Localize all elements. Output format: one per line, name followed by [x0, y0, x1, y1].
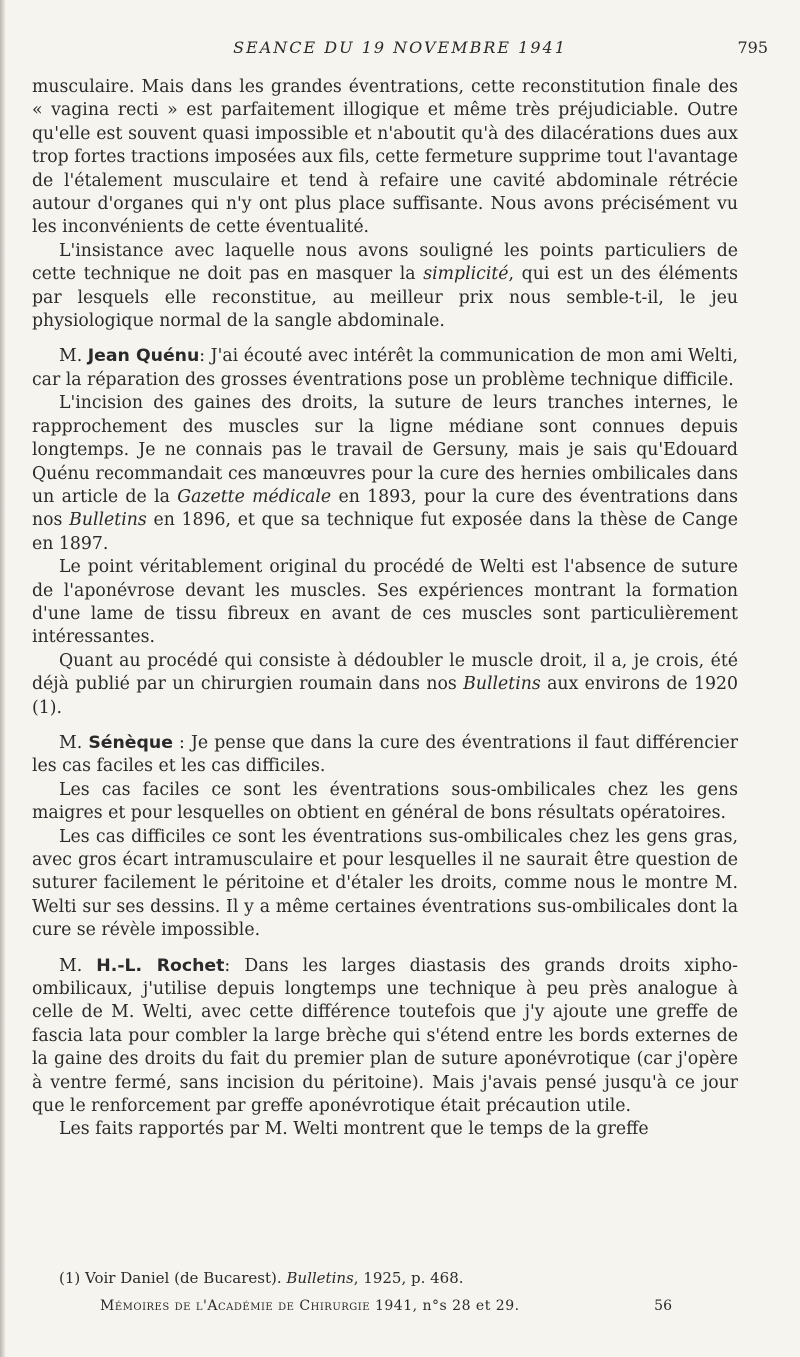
- text-run: : Dans les larges diastasis des grands droits xipho-ombilicaux, j'utilise depuis longtemps une technique à peu près analogue à celle de M. Welti, avec cette différence toutefois que j'y ajoute une greffe de fascia lata pour combler la large brèche qui s'étend entre les bords externes de la gaine des droits du fait du premier plan de suture aponévrotique (car j'opère à ventre fermé, sans incision du péritoine). Mais j'avais pensé jusqu'à ce jour que le renforcement par greffe aponévrotique était précaution utile.: [32, 955, 738, 1117]
- text-run: , 1925, p. 468.: [353, 1269, 464, 1287]
- text-run: Quant au procédé qui consiste à dédoubler le muscle droit, il a, je crois, été déjà publié par un chirurgien roumain dans nos: [32, 650, 738, 695]
- speaker-name: H.-L. Rochet: [96, 955, 225, 976]
- footer-signature-number: 56: [654, 1298, 672, 1314]
- speaker-paragraph: [32, 345, 738, 392]
- body-text: [32, 76, 738, 1142]
- text-run: (1) Voir Daniel (de Bucarest).: [59, 1269, 287, 1287]
- page-number: 795: [737, 38, 768, 57]
- text-run: , qui est un des éléments par lesquels elle reconstitue, au meilleur prix nous semble-t-il, le jeu physiologique normal de la sangle abdominale.: [32, 264, 738, 332]
- paragraph: Le point véritablement original du procédé de Welti est l'absence de suture de l'aponévrose devant les muscles. Ses expériences montrant la formation d'une lame de tissu fibreux en avant de ces muscles sont particulièrement intéressantes.: [32, 557, 738, 648]
- speaker-name: Sénèque: [88, 732, 173, 753]
- emphasis: simplicité: [423, 264, 509, 285]
- running-footer: [100, 1298, 672, 1320]
- footnote: [59, 1269, 464, 1287]
- text-run: en 1893, pour la cure des éventrations dans nos: [32, 486, 738, 531]
- speaker-name: Jean Quénu: [87, 346, 200, 367]
- text-run: : Je pense que dans la cure des éventrations il faut différencier les cas faciles et les cas difficiles.: [32, 732, 738, 777]
- text-run: en 1896, et que sa technique fut exposée dans la thèse de Cange en 1897.: [32, 510, 738, 554]
- text-run: L'insistance avec laquelle nous avons souligné les points particuliers de cette technique ne doit pas en masquer la: [32, 240, 738, 285]
- journal-title: Bulletins: [463, 674, 541, 695]
- text-run: L'incision des gaines des droits, la suture de leurs tranches internes, le rapprochement des muscles sur la ligne médiane sont connues depuis longtemps. Je ne connais pas le travail de Gersuny, mais je sais qu'Edouard Quénu recommandait ces manœuvres pour la cure des hernies ombilicales dans un article de la: [32, 393, 738, 507]
- text-run: : J'ai écouté avec intérêt la communication de mon ami Welti, car la réparation des grosses éventrations pose un problème technique difficile.: [32, 346, 738, 390]
- paragraph: musculaire. Mais dans les grandes éventrations, cette reconstitution finale des « vagina recti » est parfaitement illogique et même très préjudiciable. Outre qu'elle est souvent quasi impossible et n'aboutit qu'à des dilacérations dues aux trop fortes tractions imposées aux fils, cette fermeture supprime tout l'avantage de l'étalement musculaire et tend à refaire une cavité abdominale rétrécie autour d'organes qui n'y ont plus place suffisante. Nous avons précisément vu les inconvénients de cette éventualité.: [32, 77, 738, 238]
- speaker-paragraph: [32, 732, 738, 779]
- paragraph: Les cas difficiles ce sont les éventrations sus-ombilicales chez les gens gras, avec gros écart intramusculaire et pour lesquelles il ne saurait être question de suturer facilement le péritoine et d'étaler les droits, comme nous le montre M. Welti sur ses dessins. Il y a même certaines éventrations sus-ombilicales dont la cure se révèle impossible.: [32, 826, 738, 941]
- paragraph: [32, 392, 738, 556]
- paragraph: Les cas faciles ce sont les éventrations sous-ombilicales chez les gens maigres et pour lesquelles on obtient en général de bons résultats opératoires.: [32, 779, 738, 824]
- journal-title: Gazette médicale: [177, 486, 332, 507]
- journal-title: Bulletins: [286, 1269, 354, 1287]
- journal-title: Bulletins: [69, 510, 147, 531]
- text-run: 1941, n°s 28 et 29.: [374, 1298, 520, 1314]
- footer-journal: [100, 1298, 520, 1314]
- text-run: aux environs de 1920 (1).: [32, 674, 738, 718]
- paragraph: Les faits rapportés par M. Welti montrent que le temps de la greffe: [59, 1119, 649, 1140]
- text-run: M.: [59, 732, 89, 753]
- text-run: Mémoires de l'Académie de Chirurgie: [100, 1298, 375, 1314]
- header-title: SEANCE DU 19 NOVEMBRE 1941: [233, 38, 567, 57]
- speaker-paragraph: [32, 955, 738, 1119]
- paragraph: [32, 240, 738, 334]
- text-run: M.: [59, 955, 97, 976]
- page-edge-shadow: [0, 0, 6, 1357]
- text-run: M.: [59, 346, 88, 367]
- paragraph: [32, 650, 738, 720]
- running-header: [32, 38, 768, 64]
